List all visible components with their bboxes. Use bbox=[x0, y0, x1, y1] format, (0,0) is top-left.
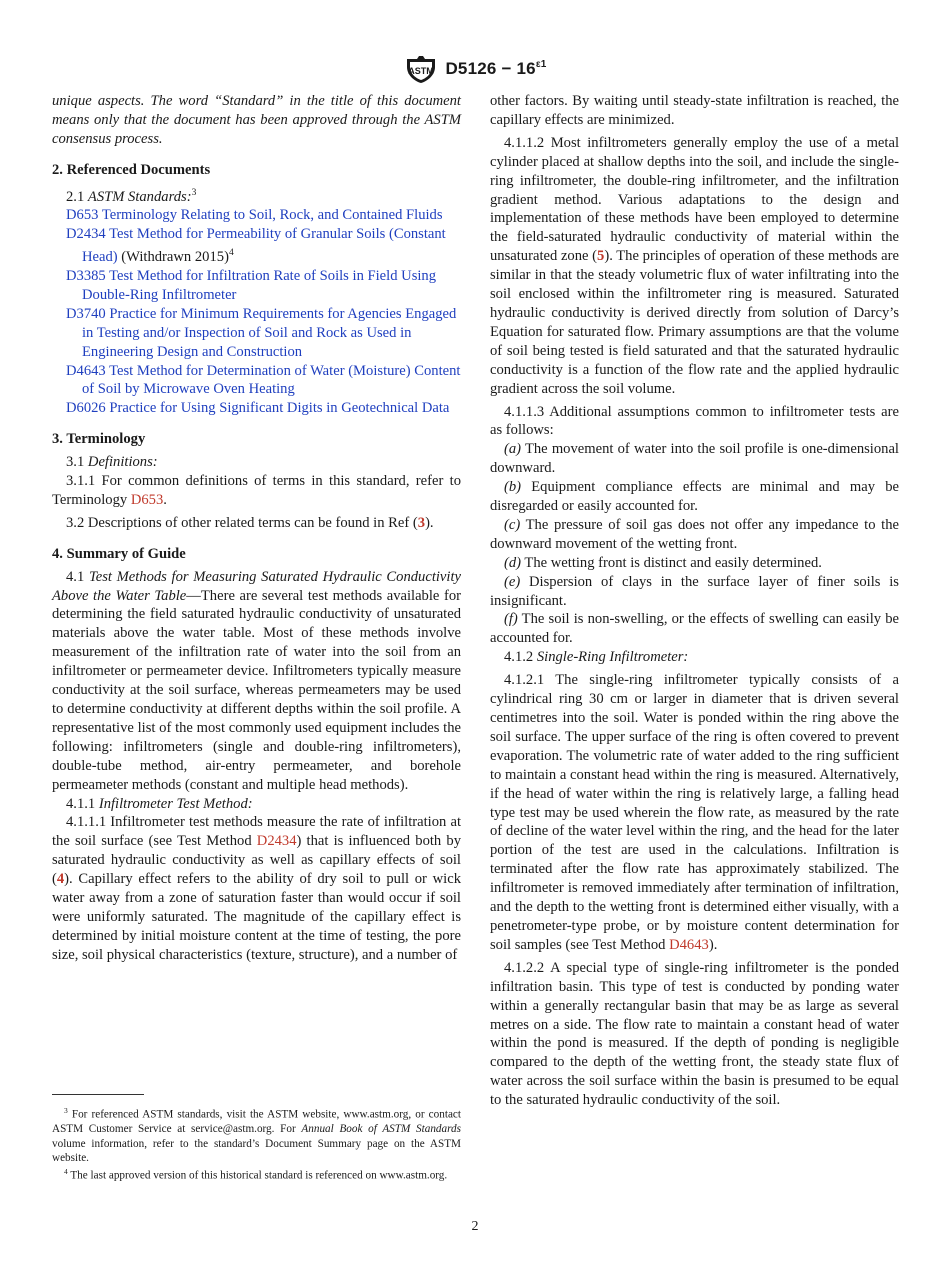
reference-title[interactable]: Test Method for Infiltration Rate of Soils in Field Using Double-Ring Infiltrometer bbox=[82, 267, 437, 303]
assumption-text: The soil is non-swelling, or the effects of swelling can easily be accounted for. bbox=[490, 611, 899, 647]
assumption-item bbox=[490, 610, 899, 648]
astm-logo-icon bbox=[403, 53, 439, 85]
assumption-text: The movement of water into the soil profile is one-dimensional downward. bbox=[490, 441, 899, 477]
assumption-label: (e) bbox=[504, 573, 521, 590]
paragraph-3-1: 3.1 Definitions: bbox=[66, 454, 158, 471]
reference-item-d4643[interactable] bbox=[52, 362, 461, 400]
reference-note: (Withdrawn 2015) bbox=[117, 249, 229, 266]
footnote-divider bbox=[52, 1094, 144, 1095]
assumption-item bbox=[490, 516, 899, 554]
assumption-text: Equipment compliance effects are minimal and may be disregarded or easily accounted for. bbox=[490, 479, 899, 515]
section-3-heading: 3. Terminology bbox=[52, 431, 146, 448]
reference-code[interactable]: D6026 bbox=[66, 400, 106, 417]
paragraph-3-1-1: 3.1.1 For common definitions of terms in this standard, refer to Terminology D653. bbox=[52, 473, 461, 508]
reference-code[interactable]: D2434 bbox=[66, 226, 106, 243]
paragraph-4-1-2-2: 4.1.2.2 A special type of single-ring infiltrometer is the ponded infiltration basin. This type of test is conducted by ponding water within a generally rectangular basin that may be as large as several metres on a side. The flow rate to maintain a constant head of water within the pond is measured. If the depth of ponding is negligible compared to the depth of the wetting front, the steady state flux of water across the soil surface within the basin is presumed to be equal to the saturated hydraulic conductivity of the soil. bbox=[490, 959, 899, 1109]
footnotes bbox=[52, 1104, 461, 1184]
paragraph-4-1-2-1: 4.1.2.1 The single-ring infiltrometer typically consists of a cylindrical ring 30 cm or larger in diameter that is driven several centimetres into the soil. Water is ponded within the ring above the soil surface. The upper surface of the ring is often covered to prevent evaporation. The volumetric rate of water added to the ring sufficient to maintain a constant head within the ring is measured. Alternatively, if the head of water within the ring is relatively large, a falling head type test may be used wherein the flow rate, as measured by the rate of decline of the water level within the ring, and the head for the later portion of the test are used in the calculations. Infiltration is terminated after the flow rate has approximately stabilized. The infiltrometer is removed immediately after termination of infiltration, and the depth to the wetting front is determined either visually, with a penetrometer-type probe, or by moisture content determination for soil samples (see Test Method D4643). bbox=[490, 672, 899, 953]
reference-item-d2434[interactable] bbox=[52, 225, 461, 267]
document-number-superscript: ε1 bbox=[535, 59, 547, 70]
ref-link-3[interactable]: 3 bbox=[417, 514, 426, 531]
assumption-item bbox=[490, 478, 899, 516]
paragraph-4-1-1-1: 4.1.1.1 Infiltrometer test methods measure the rate of infiltration at the soil surface (see Test Method D2434) that is influenced both by saturated hydraulic conductivity as well as capillary effects of soil (4). Capillary effect refers to the ability of dry soil to pull or wick water away from a zone of saturation faster than would occur if soil were uniformly saturated. The magnitude of the capillary effect is determined by initial moisture content at the time of testing, the pore size, soil physical characteristics (texture, structure), and a number of bbox=[52, 814, 461, 963]
reference-code[interactable]: D3385 bbox=[66, 267, 106, 284]
reference-title[interactable]: Test Method for Permeability of Granular Soils (Constant Head) bbox=[82, 226, 446, 266]
assumption-text: The wetting front is distinct and easily determined. bbox=[521, 554, 822, 571]
paragraph-4-1-1: 4.1.1 Infiltrometer Test Method: bbox=[66, 795, 253, 812]
intro-paragraph: unique aspects. The word “Standard” in the title of this document means only that the document has been approved through the ASTM consensus process. bbox=[52, 93, 461, 147]
assumption-text: Dispersion of clays in the surface layer of finer soils is insignificant. bbox=[490, 573, 899, 609]
reference-footnote-mark: 4 bbox=[228, 248, 234, 259]
paragraph-4-1: 4.1 Test Methods for Measuring Saturated Hydraulic Conductivity Above the Water Table—There are several test methods available for determining the field saturated hydraulic conductivity of unsaturated materials above the water table. Most of these methods involve measurement of the infiltration rate of water into the soil from an infiltrometer or permeameter device. Infiltrometers typically measure conductivity at the soil surface, whereas permeameters may be used to determine conductivity at different depths within the soil profile. A representative list of the most commonly used equipment includes the following: infiltrometers (single and double-ring infiltrometers), double-tube method, air-entry permeameter, and borehole permeameter methods (constant and multiple head methods). bbox=[52, 568, 461, 793]
reference-title[interactable]: Practice for Using Significant Digits in Geotechnical Data bbox=[109, 400, 450, 417]
page-header bbox=[0, 52, 950, 86]
reference-item-d3740[interactable] bbox=[52, 305, 461, 362]
reference-code[interactable]: D653 bbox=[66, 207, 99, 224]
continuation-paragraph: other factors. By waiting until steady-state infiltration is reached, the capillary effects are minimized. bbox=[490, 93, 899, 128]
reference-code[interactable]: D4643 bbox=[66, 362, 106, 379]
footnote-3: $^3$ For referenced ASTM standards, visit the ASTM website, www.astm.org, or contact ASTM Customer Service at service@astm.org. For Annual Book of ASTM Standards volume information, refer to the standard’s Document Summary page on the ASTM website. bbox=[52, 1106, 461, 1164]
assumption-label: (b) bbox=[504, 479, 522, 496]
document-number: $D5126 - 16^{\varepsilon 1}$ bbox=[445, 59, 547, 78]
right-column bbox=[490, 92, 899, 1110]
paragraph-2-1: 2.1 ASTM Standards:$^3$ bbox=[66, 187, 197, 205]
footnote-4: $^4$ The last approved version of this historical standard is referenced on www.astm.org. bbox=[64, 1167, 448, 1183]
link-d4643[interactable]: D4643 bbox=[669, 936, 709, 953]
reference-item-d6026[interactable] bbox=[52, 399, 461, 418]
reference-item-d3385[interactable] bbox=[52, 267, 461, 305]
reference-title[interactable]: Test Method for Determination of Water (Moisture) Content of Soil by Microwave Oven Heating bbox=[82, 362, 461, 398]
assumption-label: (c) bbox=[504, 516, 521, 533]
left-column bbox=[52, 92, 461, 965]
assumptions-list bbox=[490, 440, 899, 648]
reference-code[interactable]: D3740 bbox=[66, 305, 106, 322]
section-2-heading: 2. Referenced Documents bbox=[52, 161, 211, 178]
reference-title[interactable]: Terminology Relating to Soil, Rock, and Contained Fluids bbox=[101, 207, 443, 224]
paragraph-3-2: 3.2 Descriptions of other related terms can be found in Ref (3). bbox=[66, 514, 434, 531]
ref-link-4[interactable]: 4 bbox=[56, 871, 65, 888]
assumption-item bbox=[490, 440, 899, 478]
reference-title[interactable]: Practice for Minimum Requirements for Agencies Engaged in Testing and/or Inspection of Soil and Rock as Used in Engineering Design and Construction bbox=[82, 305, 457, 360]
section-4-heading: 4. Summary of Guide bbox=[52, 545, 186, 562]
paragraph-4-1-1-3: 4.1.1.3 Additional assumptions common to infiltrometer tests are as follows: bbox=[490, 403, 899, 439]
assumption-label: (d) bbox=[504, 554, 522, 571]
svg-text:ASTM: ASTM bbox=[408, 66, 435, 76]
ref-link-5[interactable]: 5 bbox=[597, 248, 605, 265]
assumption-item bbox=[490, 573, 899, 611]
link-d2434[interactable]: D2434 bbox=[256, 833, 297, 850]
paragraph-4-1-2: 4.1.2 Single-Ring Infiltrometer: bbox=[504, 649, 689, 666]
assumption-item bbox=[490, 554, 899, 573]
paragraph-4-1-1-2: 4.1.1.2 Most infiltrometers generally employ the use of a metal cylinder placed at shallow depths into the soil, and include the single-ring infiltrometer, the double-ring infiltrometer, and the infiltration gradient method. Various adaptations to the design and implementation of these methods have been employed to determine the field-saturated hydraulic conductivity of material within the unsaturated zone (5). The principles of operation of these methods are similar in that the steady volumetric flux of water infiltrating into the soil enclosed within the infiltrometer ring is measured. Saturated hydraulic conductivity is derived directly from solution of Darcy’s Equation for saturated flow. Primary assumptions are that the volume of soil being tested is field saturated and that the saturated hydraulic conductivity is a function of the flow rate and the applied hydraulic gradient across the soil volume. bbox=[490, 134, 899, 397]
link-d653[interactable]: D653 bbox=[130, 491, 164, 508]
referenced-documents-list bbox=[52, 206, 461, 418]
reference-item-d653[interactable] bbox=[52, 206, 461, 225]
assumption-label: (f) bbox=[504, 611, 518, 628]
assumption-label: (a) bbox=[504, 441, 522, 458]
assumption-text: The pressure of soil gas does not offer any impedance to the downward movement of the wetting front. bbox=[490, 516, 899, 552]
page-number: 2 bbox=[471, 1219, 479, 1234]
